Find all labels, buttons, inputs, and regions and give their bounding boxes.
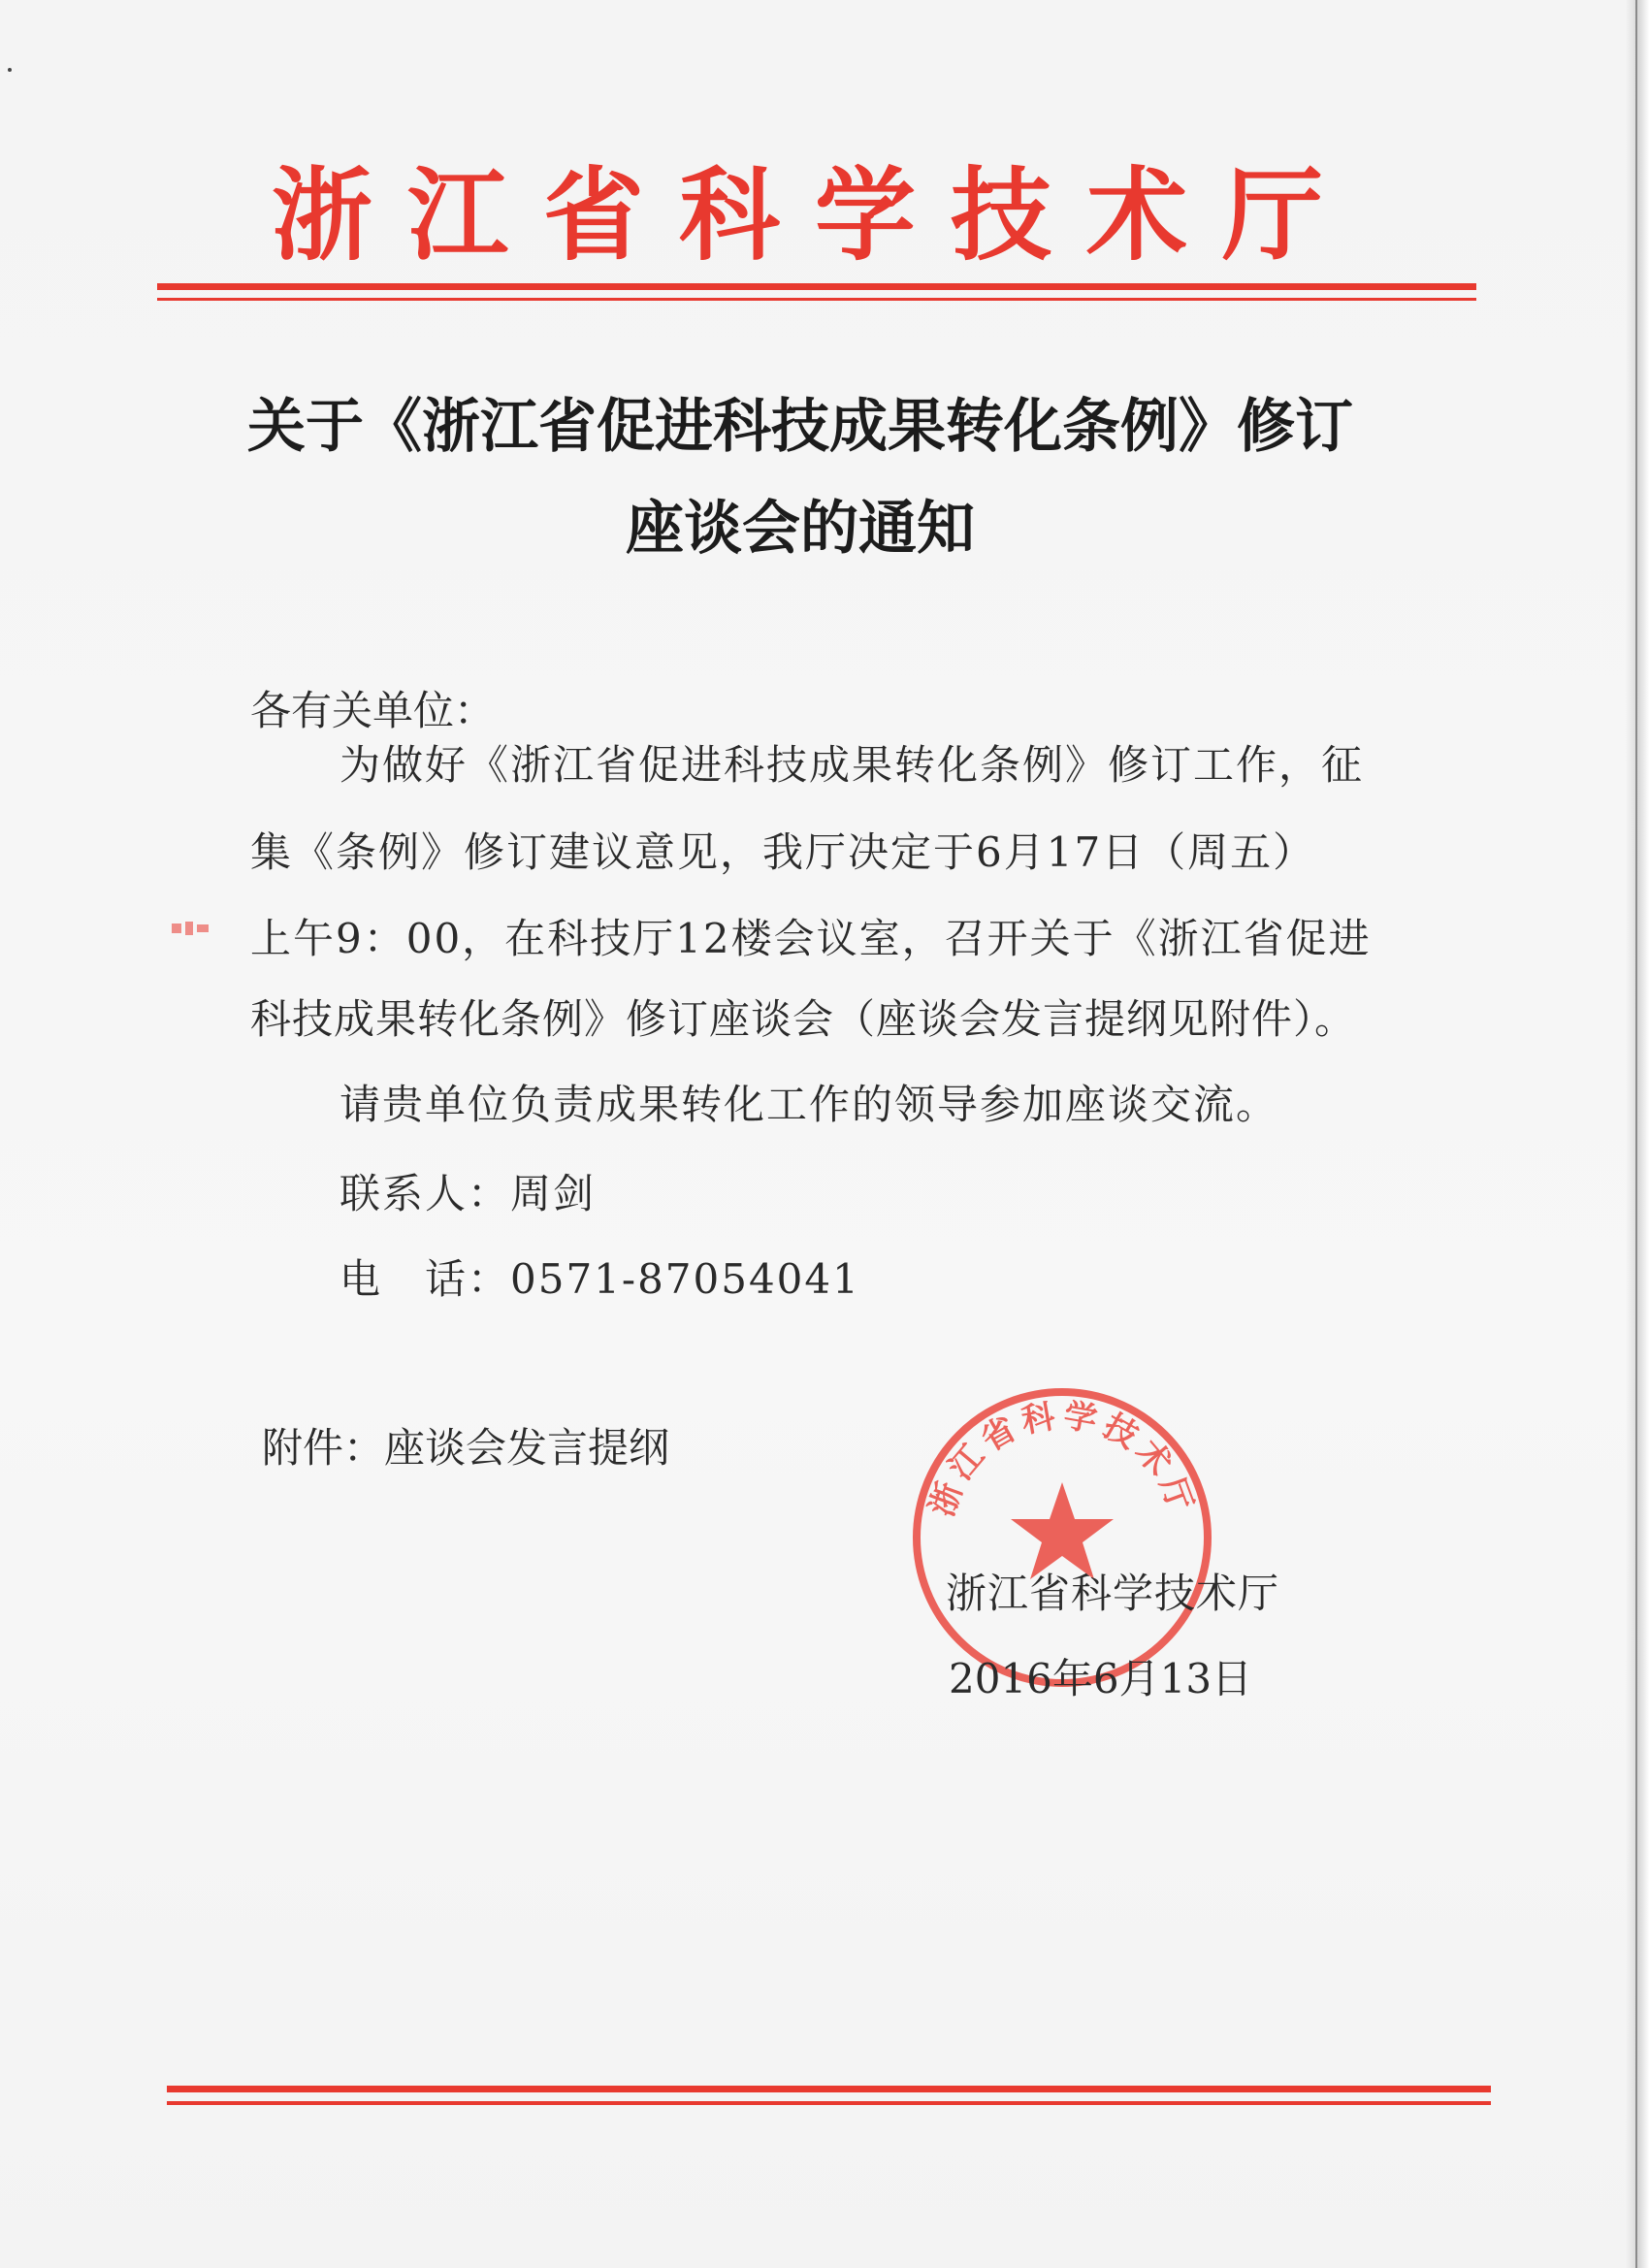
scan-edge-shadow [1626,0,1649,2268]
letterhead-rule-thin [157,298,1476,301]
official-seal-graphic [902,1377,1222,1698]
paragraph-1-line-1: 为做好《浙江省促进科技成果转化条例》修订工作，征 [340,741,1365,789]
paragraph-1-line-2: 集《条例》修订建议意见，我厅决定于6月17日（周五） [250,828,1316,876]
paragraph-2: 请贵单位负责成果转化工作的领导参加座谈交流。 [340,1081,1279,1128]
notice-title-line-2: 座谈会的通知 [626,495,975,563]
letterhead-rule-thick [157,283,1476,290]
paragraph-1-line-3: 上午9：00，在科技厅12楼会议室，召开关于《浙江省促进 [250,915,1372,962]
paragraph-1-line-4: 科技成果转化条例》修订座谈会（座谈会发言提纲见附件）。 [250,995,1357,1043]
attachment-note: 附件：座谈会发言提纲 [262,1424,670,1472]
contact-person: 联系人：周剑 [340,1170,597,1217]
notice-title-line-1: 关于《浙江省促进科技成果转化条例》修订 [247,393,1353,461]
seal-text: 浙江省科学技术厅 [922,1396,1202,1522]
letterhead-title: 浙江省科学技术厅 [271,155,1358,275]
official-seal [902,1377,1222,1698]
margin-stamp-mark [170,920,212,937]
salutation: 各有关单位： [250,687,496,734]
issuer-name: 浙江省科学技术厅 [946,1570,1280,1617]
contact-phone: 电 话：0571-87054041 [340,1255,860,1303]
scan-edge-line [1635,0,1637,2268]
footer-rule-thin [167,2101,1491,2105]
seal-star-icon [1011,1482,1114,1579]
footer-rule-thick [167,2086,1491,2092]
issue-date: 2016年6月13日 [949,1655,1253,1702]
scan-speck [8,68,12,72]
